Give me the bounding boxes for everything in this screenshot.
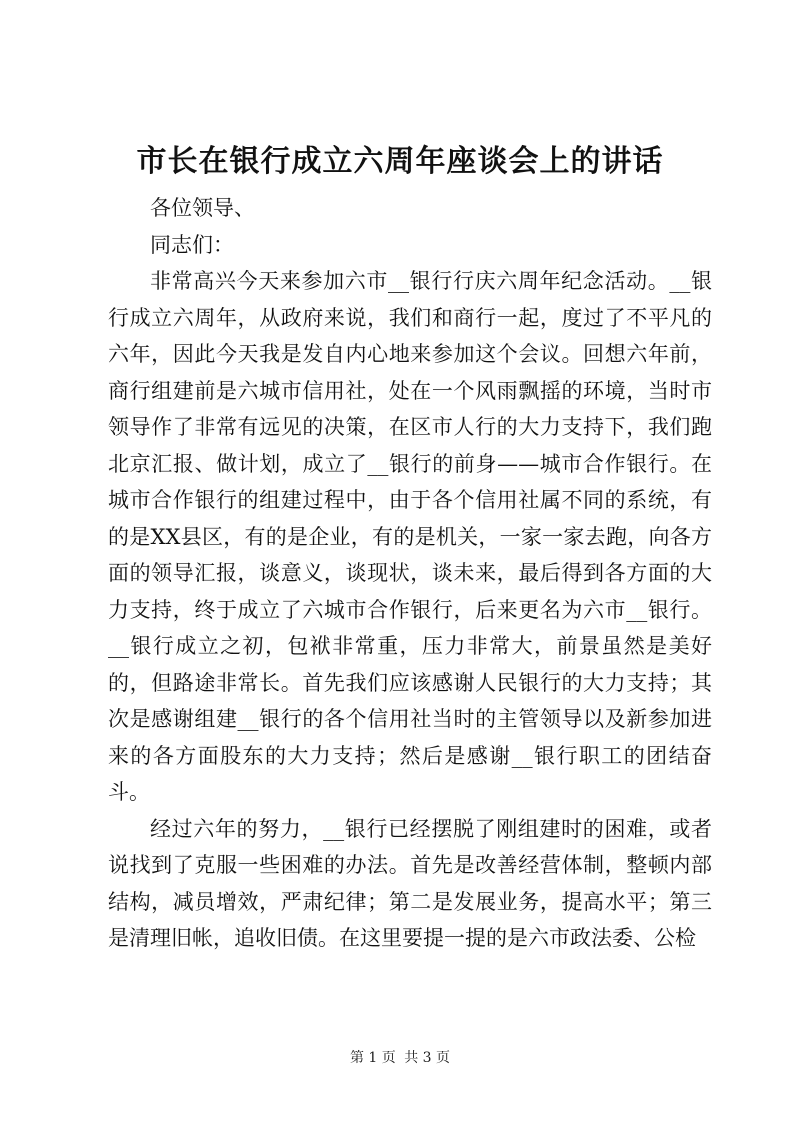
document-body xyxy=(108,190,712,957)
salutation-line-2: 同志们： xyxy=(150,232,234,257)
page-number: 第 1 页 xyxy=(349,1050,396,1066)
body-paragraph-2: 经过六年的努力，__银行已经摆脱了刚组建时的困难，或者说找到了克服一些困难的办法。首先是改善经营体制，整顿内部结构，减员增效，严肃纪律；第二是发展业务，提高水平；第三是清理旧帐，追收旧债。在这里要提一提的是六市政法委、公检 xyxy=(108,816,712,950)
page-total: 共 3 页 xyxy=(404,1050,451,1066)
salutation-line-1: 各位领导、 xyxy=(150,196,255,220)
body-paragraph-1: 非常高兴今天来参加六市__银行行庆六周年纪念活动。__银行成立六周年，从政府来说，我们和商行一起，度过了不平凡的六年，因此今天我是发自内心地来参加这个会议。回想六年前，商行组建前是六城市信用社，处在一个风雨飘摇的环境，当时市领导作了非常有远见的决策，在区市人行的大力支持下，我们跑北京汇报、做计划，成立了__银行的前身——城市合作银行。在城市合作银行的组建过程中，由于各个信用社属不同的系统，有的是XX县区，有的是企业，有的是机关，一家一家去跑，向各方面的领导汇报，谈意义，谈现状，谈未来，最后得到各方面的大力支持，终于成立了六城市合作银行，后来更名为六市__银行。__银行成立之初，包袱非常重，压力非常大，前景虽然是美好的，但路途非常长。首先我们应该感谢人民银行的大力支持；其次是感谢组建__银行的各个信用社当时的主管领导以及新参加进来的各方面股东的大力支持；然后是感谢__银行职工的团结奋斗。 xyxy=(108,269,712,804)
document-title: 市长在银行成立六周年座谈会上的讲话 xyxy=(136,144,664,179)
page-footer xyxy=(0,1048,800,1068)
